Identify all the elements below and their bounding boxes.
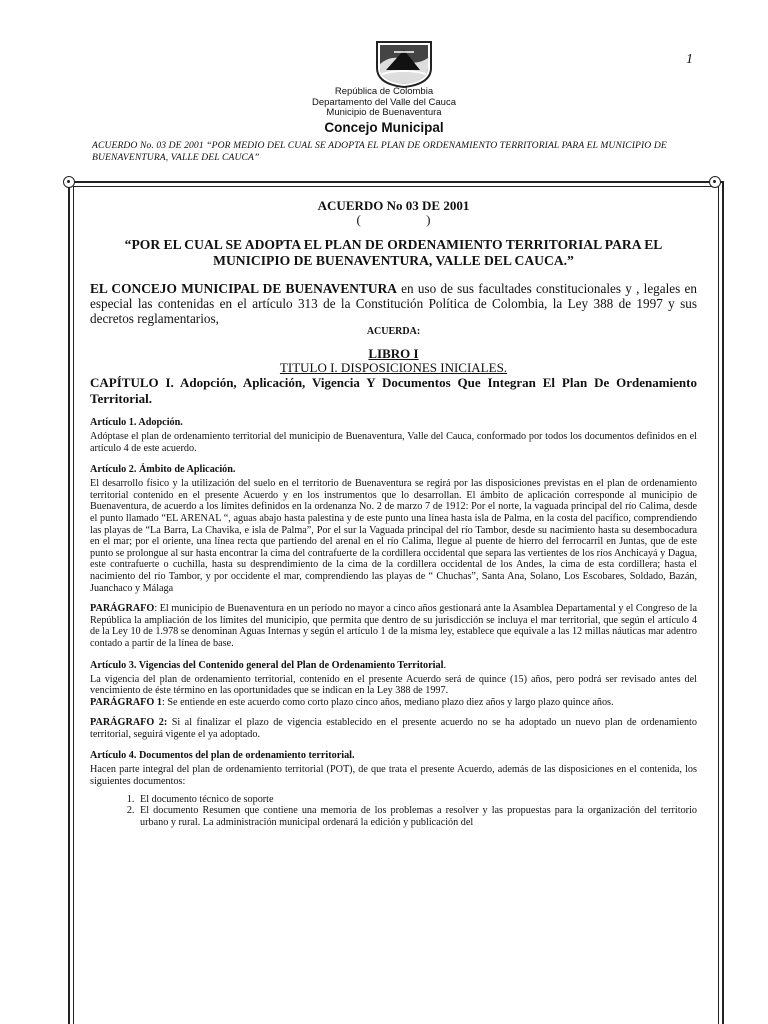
article-3-title-period: . — [443, 659, 446, 671]
list-item: 1. El documento técnico de soporte — [137, 794, 697, 806]
preamble-issuer: EL CONCEJO MUNICIPAL DE BUENAVENTURA — [90, 281, 397, 296]
paragraph-label: PARÁGRAFO — [90, 603, 155, 615]
paragraph-note — [90, 603, 697, 649]
article-3-title-text: Artículo 3. Vigencias del Contenido general del Plan de Ordenamiento Territorial — [90, 659, 444, 671]
article-1-title: Artículo 1. Adopción. — [90, 417, 183, 428]
paragraph-1-label: PARÁGRAFO 1 — [90, 696, 162, 708]
chapter-heading: CAPÍTULO I. Adopción, Aplicación, Vigencia Y Documentos Que Integran El Plan De Ordenamiento Territorial. — [90, 375, 697, 406]
preamble-text: en uso de sus facultades constitucionales y , legales en especial las contenidas en el artículo 313 de la Constitución Política de Colombia, la Ley 388 de 1997 y sus decretos reglamentarios, — [90, 281, 697, 326]
coat-of-arms-icon — [374, 40, 434, 88]
letterhead-country: República de Colombia — [334, 86, 434, 97]
letterhead-department: Departamento del Valle del Cauca — [312, 96, 456, 108]
paragraph-1-text: : Se entiende en este acuerdo como corto plazo cinco años, mediano plazo diez años y largo plazo quince años. — [161, 696, 614, 708]
paragraph-2-label: PARÁGRAFO 2: — [90, 717, 168, 729]
paragraph-2 — [90, 717, 697, 740]
letterhead-municipality: Municipio de Buenaventura — [326, 107, 442, 118]
list-item: 2. El documento Resumen que contiene una memoria de los problemas a resolver y las propuestas para la organización del territorio urbano y rural. La administración municipal ordenará la edición y publicación del — [137, 805, 697, 828]
agreement-number: ACUERDO No 03 DE 2001 — [317, 198, 470, 213]
paragraph-2-text: Si al finalizar el plazo de vigencia establecido en el presente acuerdo no se ha adoptado un nuevo plan de ordenamiento territorial, seguirá vigente el ya adoptado. — [90, 717, 697, 740]
book-heading: LIBRO I — [368, 346, 419, 361]
border-corner-ornament — [63, 176, 75, 188]
resolves-heading: ACUERDA: — [366, 326, 421, 337]
article-3-text: La vigencia del plan de ordenamiento territorial, contenido en el presente Acuerdo será de quince (15) años, pero podrá ser revisado antes del vencimiento de éste término en las oportunidades que se indican en la Ley 388 de 1997. — [90, 673, 697, 697]
document-body — [90, 198, 697, 828]
article-4-text: Hacen parte integral del plan de ordenamiento territorial (POT), de que trata el presente Acuerdo, además de las disposiciones en el contenida, los siguientes documentos: — [90, 764, 697, 788]
article-4-title: Artículo 4. Documentos del plan de ordenamiento territorial. — [90, 750, 355, 762]
letterhead-council: Concejo Municipal — [324, 119, 444, 135]
preamble — [90, 281, 697, 326]
border-corner-ornament — [709, 176, 721, 188]
article-2-text: El desarrollo físico y la utilización del suelo en el territorio de Buenaventura se regirá por las disposiciones previstas en el plan de ordenamiento territorial contenido en el presente Acuerdo y en los instrumentos que lo desarrollan. El ámbito de aplicación corresponde al municipio de Buenaventura, de acuerdo a los límites definidos en la ordenanza No. 2 de marzo 7 de 1912: Por el norte, la vaguada principal del río Calima, desde el punto llamado “EL ARENAL “, aguas abajo hasta palestina y de este punto una línea hasta isla de Palma, en la costa del pacífico, comprendiendo las playas de “La Barra, La Chavika, e isla de Palma”, Por el sur la Vaguada principal del río Tambor, desde su nacimiento hasta su desembocadura en el mar; por el oriente, una línea recta que partiendo del arenal en el río Calima, llegue al puente de hierro del ferrocarril en Juntas, que de este punto se prolongue al sur hasta encontrar la cima del contrafuerte de la cordillera occidental que separa las vertientes de los ríos Anchicayá y Dagua, este contrafuerte o cuchilla, hasta su desprendimiento de la cima de la cordillera occidental de los Andes, la cima de esta cordillera; hasta el nacimiento del río Tambor, y por occidente el mar, comprendiendo las playas de “ Chuchas”, Santa Ana, Solano, Los Escobares, Soldado, Bazán, Juanchaco y Málaga — [90, 478, 697, 594]
title-heading: TITULO I. DISPOSICIONES INICIALES. — [279, 360, 508, 375]
paragraph-1 — [90, 697, 697, 709]
paragraph-text: : El municipio de Buenaventura en un período no mayor a cinco años gestionará ante la Asamblea Departamental y el Congreso de la República la ampliación de los límites del municipio, que permita que dentro de su jurisdicción se incluya el mar territorial, que según el artículo 4 de la Ley 10 de 1.978 se denominan Aguas Internas y según el artículo 1 de la misma ley, establece que equivale a las 12 millas náuticas mar adentro contado a partir de la línea de base. — [90, 603, 697, 649]
documents-list — [90, 794, 697, 829]
running-header: ACUERDO No. 03 DE 2001 “POR MEDIO DEL CUAL SE ADOPTA EL PLAN DE ORDENAMIENTO TERRITORIAL PARA EL MUNICIPIO DE BUENAVENTURA, VALLE DEL CAUCA” — [92, 140, 667, 163]
agreement-title: “POR EL CUAL SE ADOPTA EL PLAN DE ORDENAMIENTO TERRITORIAL PARA EL MUNICIPIO DE BUENAVENTURA, VALLE DEL CAUCA.” — [124, 237, 663, 268]
letterhead — [0, 87, 768, 136]
page-number: 1 — [686, 52, 693, 67]
agreement-date-blank: ( ) — [356, 212, 431, 227]
article-1-text: Adóptase el plan de ordenamiento territorial del municipio de Buenaventura, Valle del Cauca, conformado por todos los documentos definidos en el artículo 4 de este acuerdo. — [90, 431, 697, 454]
article-3-title — [90, 659, 697, 672]
article-2-title: Artículo 2. Ámbito de Aplicación. — [90, 464, 236, 476]
